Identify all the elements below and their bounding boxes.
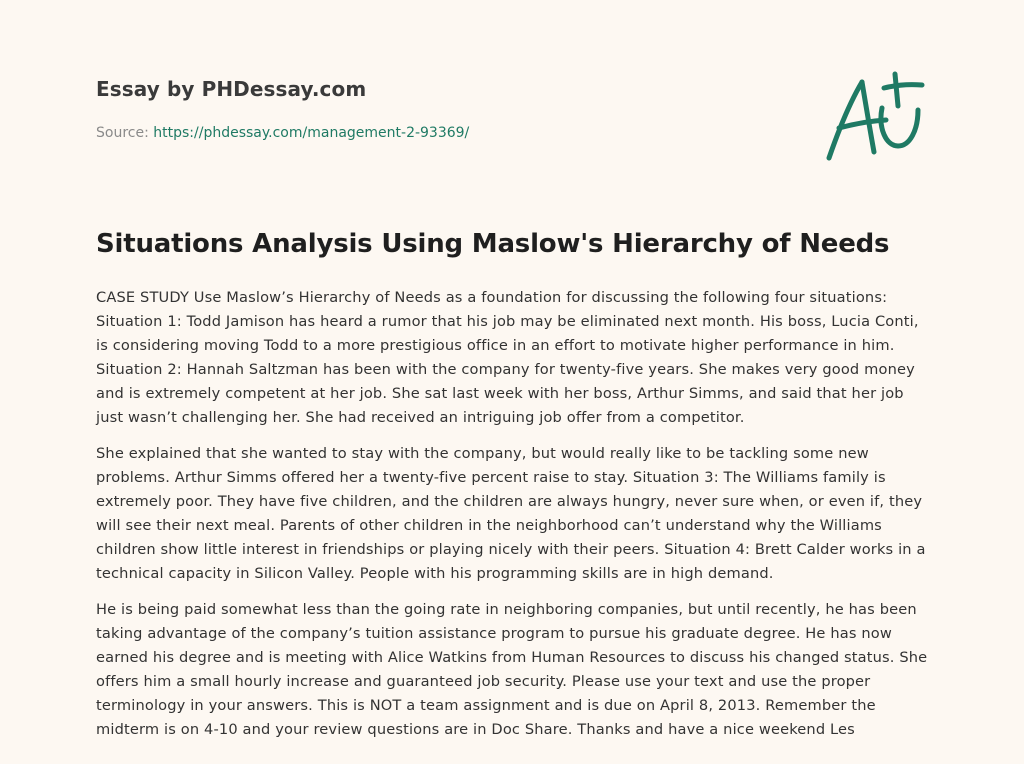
article-title: Situations Analysis Using Maslow's Hierarchy of Needs [96, 229, 890, 259]
article-body [96, 286, 934, 754]
paragraph-1: CASE STUDY Use Maslow’s Hierarchy of Needs as a foundation for discussing the following four situations: Situation 1: Todd Jamison has heard a rumor that his job may be eliminated next month. His boss, Lucia Conti, is considering moving Todd to a more prestigious office in an effort to motivate higher performance in him. Situation 2: Hannah Saltzman has been with the company for twenty-five years. She makes very good money and is extremely competent at her job. She sat last week with her boss, Arthur Simms, and said that her job just wasn’t challenging her. She had received an intriguing job offer from a competitor. [96, 289, 919, 426]
source-label: Source: [96, 125, 149, 141]
source-line [96, 125, 469, 141]
paragraph-2: She explained that she wanted to stay with the company, but would really like to be tackling some new problems. Arthur Simms offered her a twenty-five percent raise to stay. Situation 3: The Williams family is extremely poor. They have five children, and the children are always hungry, never sure when, or even if, they will see their next meal. Parents of other children in the neighborhood can’t understand why the Williams children show little interest in friendships or playing nicely with their peers. Situation 4: Brett Calder works in a technical capacity in Silicon Valley. People with his programming skills are in high demand. [96, 445, 926, 582]
source-link[interactable]: https://phdessay.com/management-2-93369/ [153, 125, 470, 141]
a-plus-logo-icon [822, 66, 928, 166]
site-brand: Essay by PHDessay.com [96, 77, 367, 101]
paragraph-3: He is being paid somewhat less than the going rate in neighboring companies, but until recently, he has been taking advantage of the company’s tuition assistance program to pursue his graduate degree. He has now earned his degree and is meeting with Alice Watkins from Human Resources to discuss his changed status. She offers him a small hourly increase and guaranteed job security. Please use your text and use the proper terminology in your answers. This is NOT a team assignment and is due on April 8, 2013. Remember the midterm is on 4-10 and your review questions are in Doc Share. Thanks and have a nice weekend Les [96, 601, 928, 738]
